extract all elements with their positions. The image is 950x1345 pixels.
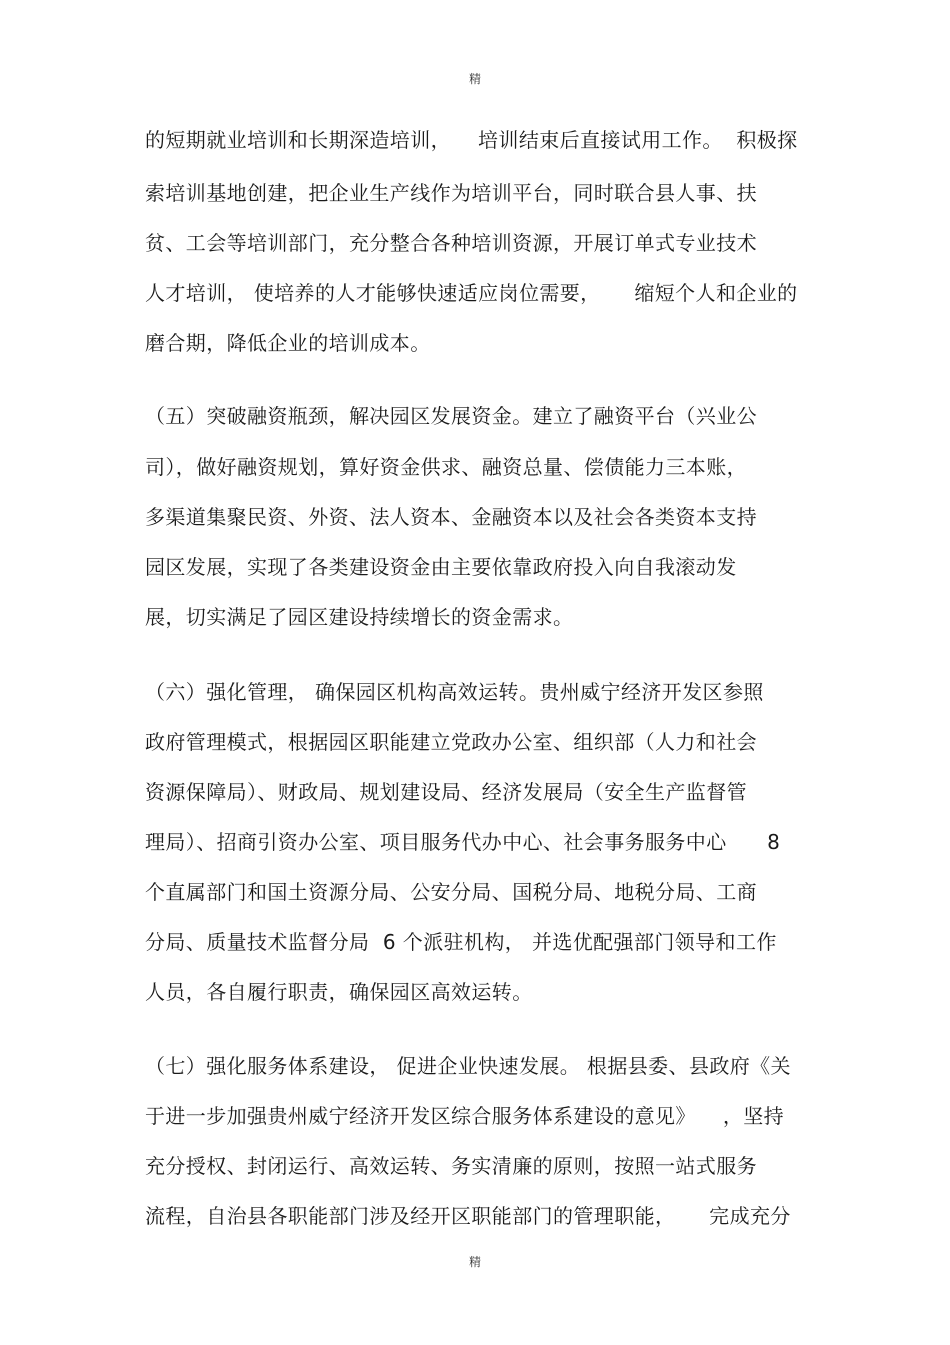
text-line: 人员，各自履行职责，确保园区高效运转。 (145, 980, 533, 1004)
text-line: 多渠道集聚民资、外资、法人资本、金融资本以及社会各类资本支持 (145, 505, 757, 529)
text-line: （七）强化服务体系建设， 促进企业快速发展。 根据县委、县政府《关 (145, 1054, 791, 1078)
text-line: 磨合期，降低企业的培训成本。 (145, 331, 431, 355)
text-line: 索培训基地创建，把企业生产线作为培训平台，同时联合县人事、扶 (145, 181, 757, 205)
text-line: 分局、质量技术监督分局 6 个派驻机构， 并选优配强部门领导和工作 (145, 930, 777, 954)
text-line: 园区发展，实现了各类建设资金由主要依靠政府投入向自我滚动发 (145, 555, 737, 579)
text-line: 司），做好融资规划，算好资金供求、融资总量、偿债能力三本账， (145, 455, 747, 479)
page-header-mark: 精 (468, 72, 481, 86)
page-footer-mark: 精 (468, 1255, 481, 1269)
text-line: 政府管理模式，根据园区职能建立党政办公室、组织部（人力和社会 (145, 730, 757, 754)
text-line: 于进一步加强贵州威宁经济开发区综合服务体系建设的意见》 ，坚持 (145, 1104, 785, 1128)
text-line: 理局）、招商引资办公室、项目服务代办中心、社会事务服务中心 8 (145, 830, 781, 854)
text-line: 流程，自治县各职能部门涉及经开区职能部门的管理职能， 完成充分 (145, 1204, 791, 1228)
text-line: （五）突破融资瓶颈，解决园区发展资金。建立了融资平台（兴业公 (145, 404, 757, 428)
text-line: 展，切实满足了园区建设持续增长的资金需求。 (145, 605, 574, 629)
text-line: 充分授权、封闭运行、高效运转、务实清廉的原则，按照一站式服务 (145, 1154, 757, 1178)
text-line: 贫、工会等培训部门，充分整合各种培训资源，开展订单式专业技术 (145, 231, 757, 255)
text-line: 个直属部门和国土资源分局、公安分局、国税分局、地税分局、工商 (145, 880, 757, 904)
text-line: （六）强化管理， 确保园区机构高效运转。贵州威宁经济开发区参照 (145, 680, 764, 704)
text-line: 人才培训， 使培养的人才能够快速适应岗位需要， 缩短个人和企业的 (145, 281, 798, 305)
text-line: 的短期就业培训和长期深造培训， 培训结束后直接试用工作。 积极探 (145, 128, 798, 152)
text-line: 资源保障局）、财政局、规划建设局、经济发展局（安全生产监督管 (145, 780, 747, 804)
